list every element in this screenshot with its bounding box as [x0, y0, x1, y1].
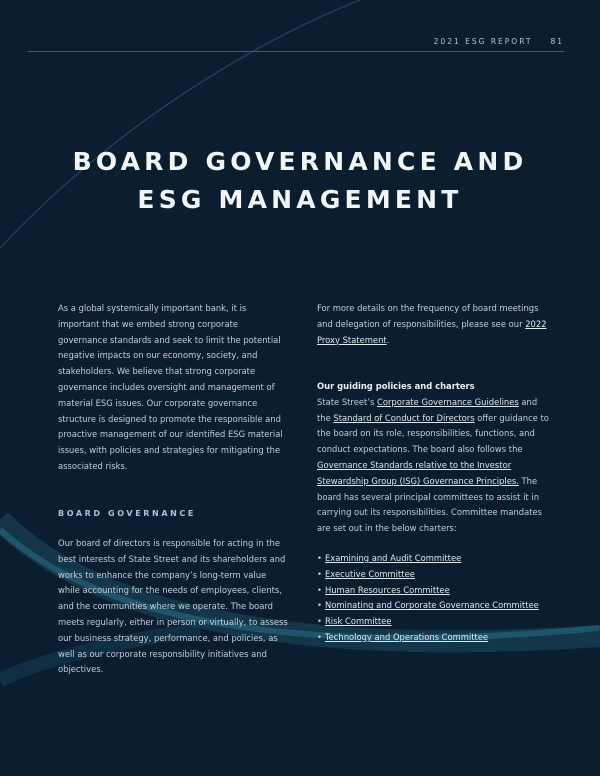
executive-committee-link[interactable]: Executive Committee [324, 568, 415, 579]
bullet-icon: • [317, 616, 322, 627]
details-paragraph [317, 301, 549, 348]
intro-text: As a global systemically important bank, it is important that we embed strong corporate governance standards and seek to limit the potential negative impacts on our economy, society, and stakeholders. We believe that strong corporate governance includes oversight and management of material ESG issues. Our corporate governance structure is designed to promote the responsible and proactive management of our identified ESG material issues, with policies and strategies for mitigating the associated risks. [58, 303, 283, 471]
list-item [317, 551, 549, 567]
page-number: 81 [550, 37, 564, 46]
bullet-icon: • [317, 600, 322, 611]
committee-charters [317, 551, 549, 646]
details-text-start: For more details on the frequency of board meetings and delegation of responsibilities, please see our [317, 303, 539, 329]
page-title [0, 143, 600, 219]
standard-of-conduct-link[interactable]: Standard of Conduct for Directors [333, 412, 475, 423]
committee-list [317, 551, 549, 646]
human-resources-committee-link[interactable]: Human Resources Committee [324, 584, 450, 595]
list-item [317, 583, 549, 599]
board-governance-body [58, 536, 290, 678]
proxy-statement-link[interactable]: 2022 Proxy Statement [317, 318, 547, 345]
policies-section [317, 379, 549, 537]
technology-operations-committee-link[interactable]: Technology and Operations Committee [324, 631, 489, 642]
examining-audit-committee-link[interactable]: Examining and Audit Committee [324, 553, 462, 563]
header-divider [28, 51, 564, 52]
list-item [317, 614, 549, 630]
bullet-icon: • [317, 631, 322, 642]
report-header [434, 37, 564, 46]
bullet-icon: • [317, 584, 322, 595]
policies-text-3: offer guidance to the board on its role, responsibilities, functions, and conduct expectations. The board also follows the [317, 412, 549, 455]
policies-heading: Our guiding policies and charters [317, 381, 475, 391]
report-title: 2021 ESG REPORT [433, 37, 533, 46]
isg-governance-standards-link[interactable]: Governance Standards relative to the Investor Stewardship Group (ISG) Governance Principles. [317, 459, 519, 486]
nominating-governance-committee-link[interactable]: Nominating and Corporate Governance Committee [324, 600, 539, 611]
policies-text-1: State Street’s [317, 396, 377, 407]
policies-text-4: The board has several principal committees to assist it in carrying out its responsibilities. Committee mandates are set out in the below charters: [317, 475, 543, 534]
corporate-governance-guidelines-link[interactable]: Corporate Governance Guidelines [376, 396, 519, 407]
page-title-line-1: BOARD GOVERNANCE AND [72, 147, 528, 176]
bullet-icon: • [317, 553, 322, 563]
risk-committee-link[interactable]: Risk Committee [324, 616, 392, 627]
list-item [317, 630, 549, 646]
policies-text [317, 395, 549, 537]
list-item [317, 567, 549, 583]
section-label-board-governance: BOARD GOVERNANCE [58, 509, 196, 518]
page-title-line-2: ESG MANAGEMENT [137, 185, 463, 214]
board-governance-section [58, 506, 290, 522]
details-text-end: . [386, 334, 390, 345]
policies-text-2: and the [317, 396, 538, 423]
intro-paragraph [58, 301, 290, 475]
list-item [317, 598, 549, 614]
details-text [317, 301, 549, 348]
board-governance-text: Our board of directors is responsible for acting in the best interests of State Street and its shareholders and works to enhance the company’s long-term value while accounting for the needs of employees, clients, and the communities where we operate. The board meets regularly, either in person or virtually, to assess our business strategy, performance, and policies, as well as our corporate responsibility initiatives and objectives. [58, 538, 288, 675]
bullet-icon: • [317, 568, 322, 579]
